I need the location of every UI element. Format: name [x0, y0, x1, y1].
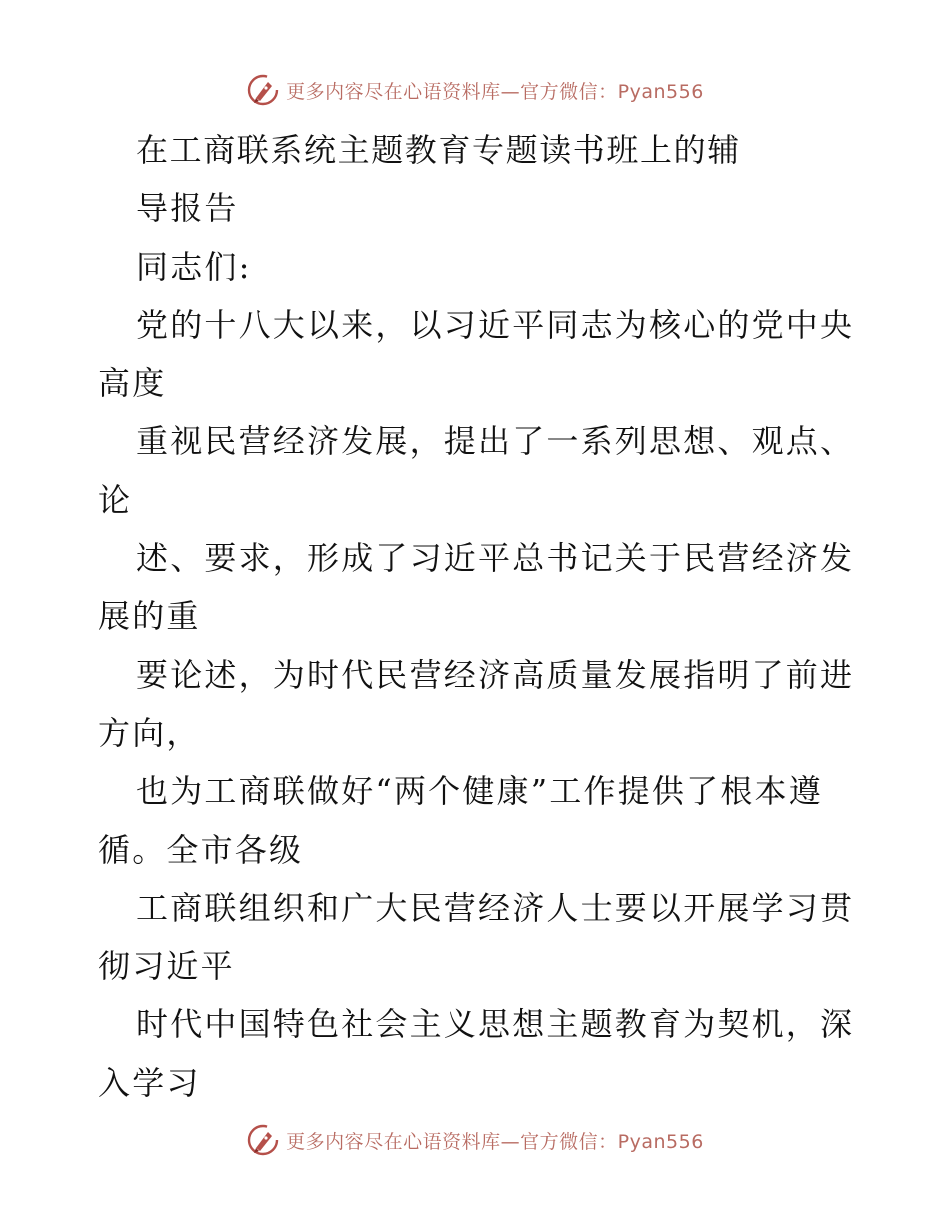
footer-watermark	[0, 1120, 950, 1160]
text-line: 论	[98, 480, 133, 519]
text-line: 同志们:	[136, 247, 252, 286]
text-line: 彻习近平	[98, 947, 235, 986]
watermark-text: 更多内容尽在心语资料库—官方微信：Pyan556	[286, 80, 704, 103]
text-line: 工商联组织和广大民营经济人士要以开展学习贯	[136, 888, 855, 927]
text-line: 入学习	[98, 1063, 201, 1102]
text-line: 循。全市各级	[98, 830, 304, 869]
text-line: 时代中国特色社会主义思想主题教育为契机，深	[136, 1005, 855, 1044]
text-line: 述、要求，形成了习近平总书记关于民营经济发	[136, 539, 855, 578]
text-line: 导报告	[136, 189, 239, 228]
text-line: 要论述，为时代民营经济高质量发展指明了前进	[136, 655, 855, 694]
document-body	[98, 121, 858, 1112]
text-line: 高度	[98, 364, 167, 403]
text-line: 方向，	[98, 713, 201, 752]
pen-nib-circle-icon	[246, 73, 280, 107]
text-line: 也为工商联做好“两个健康”工作提供了根本遵	[136, 772, 823, 811]
pen-nib-circle-icon	[246, 1123, 280, 1157]
text-line: 党的十八大以来，以习近平同志为核心的党中央	[136, 305, 855, 344]
header-watermark	[0, 70, 950, 110]
watermark-text: 更多内容尽在心语资料库—官方微信：Pyan556	[286, 1130, 704, 1153]
text-line: 重视民营经济发展，提出了一系列思想、观点、	[136, 422, 855, 461]
text-line: 展的重	[98, 597, 201, 636]
document-title-line: 在工商联系统主题教育专题读书班上的辅	[136, 131, 741, 169]
